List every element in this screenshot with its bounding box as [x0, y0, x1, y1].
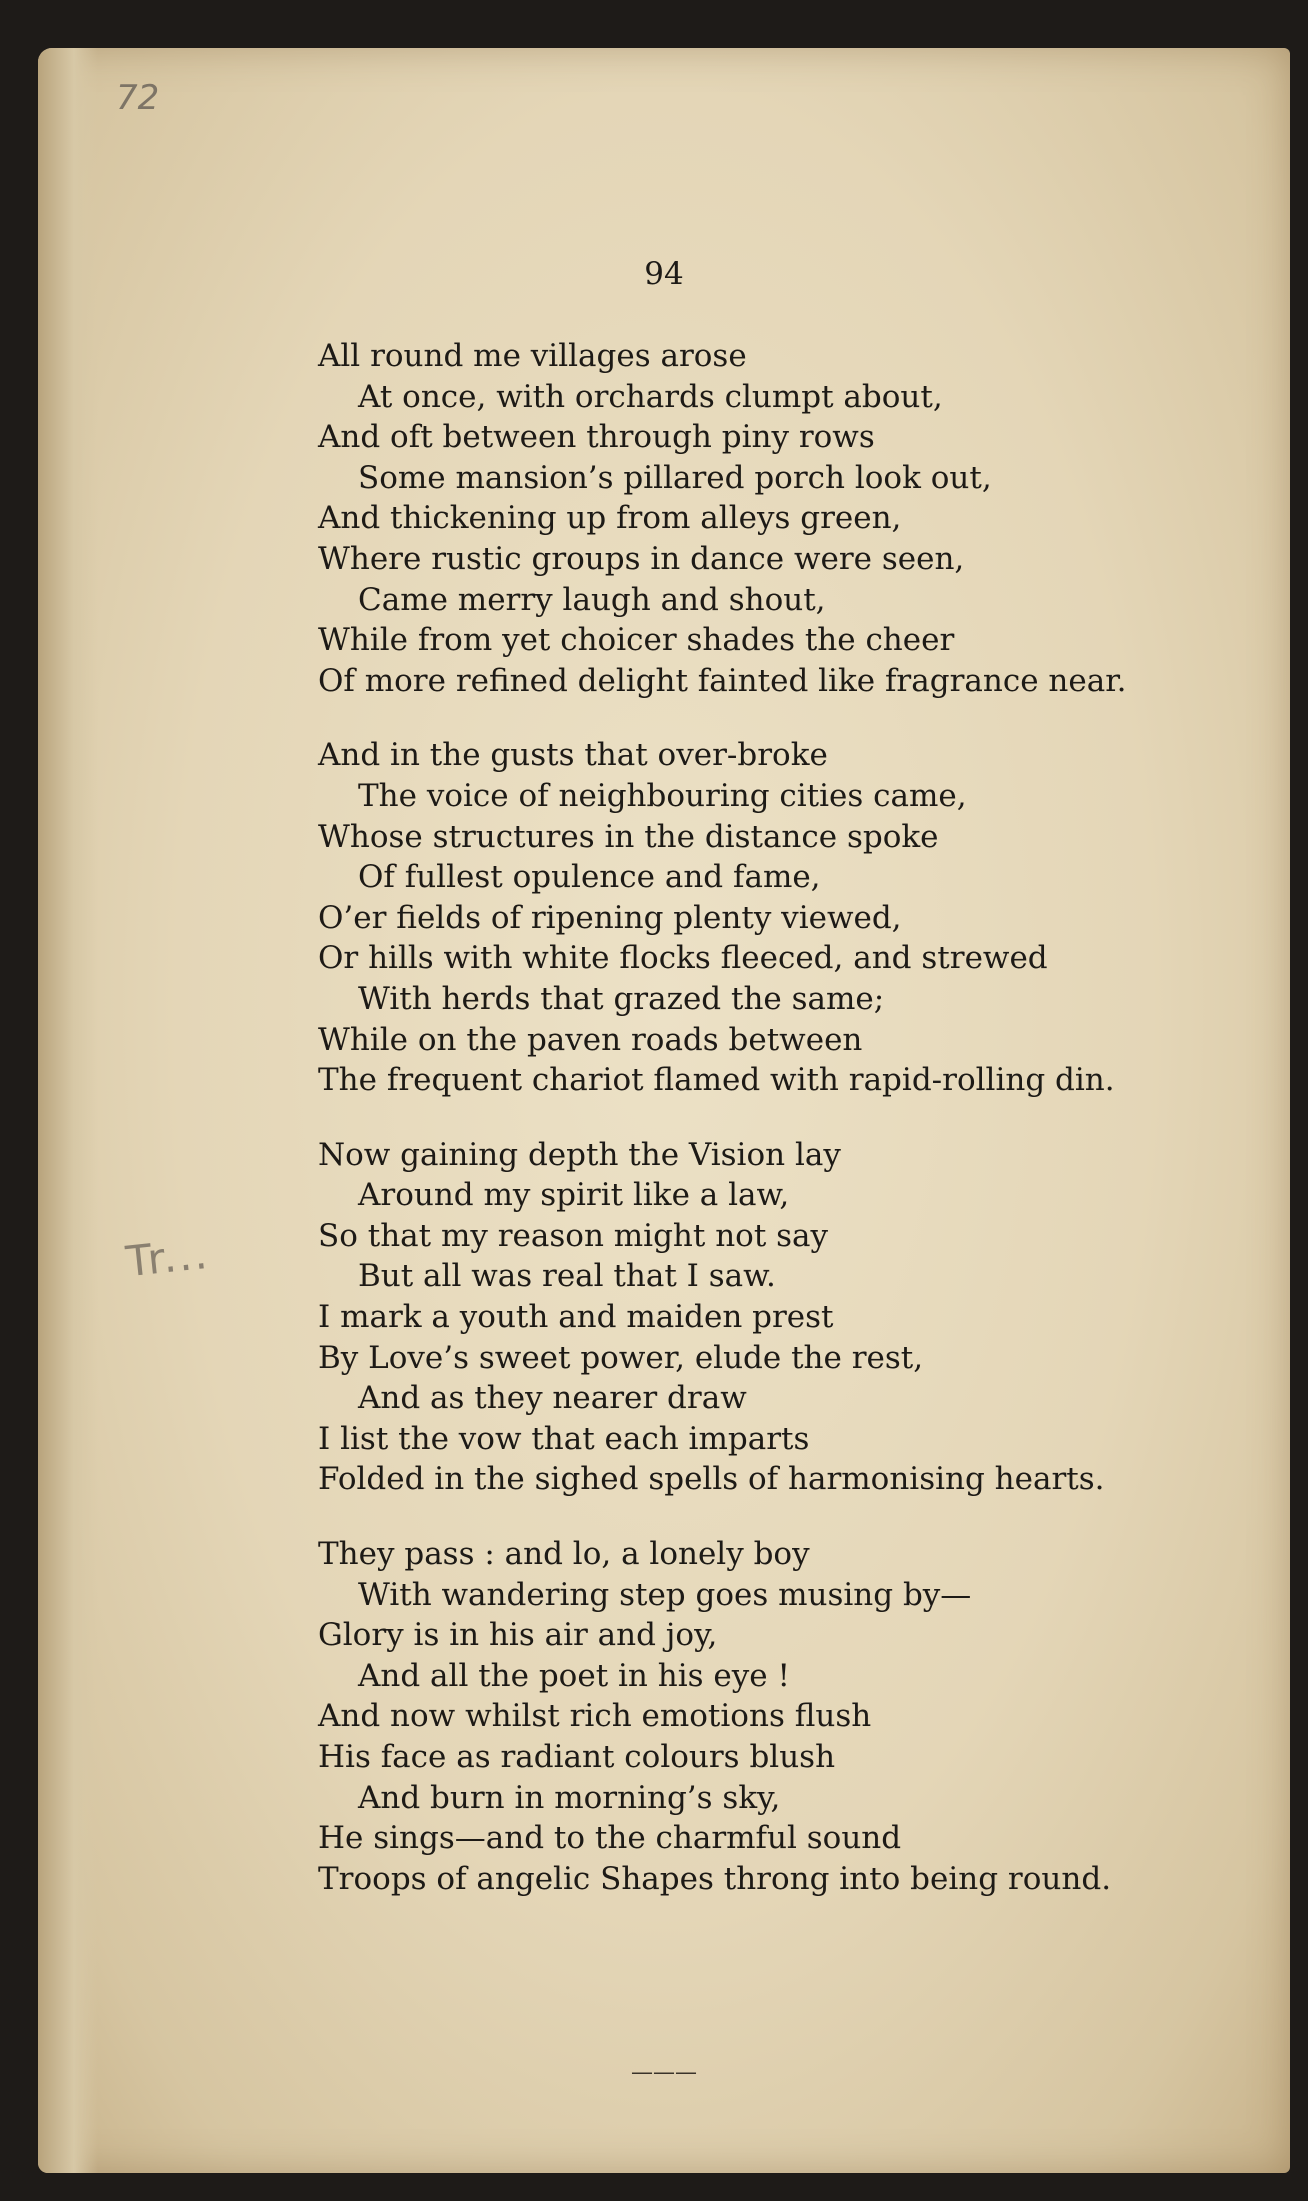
- poem-line: While from yet choicer shades the cheer: [318, 622, 955, 659]
- poem-line: I list the vow that each imparts: [318, 1420, 810, 1457]
- poem-line: I mark a youth and maiden prest: [318, 1299, 834, 1336]
- poem-line: While on the paven roads between: [318, 1021, 863, 1058]
- poem-line: By Love’s sweet power, elude the rest,: [318, 1339, 924, 1376]
- poem-line: Troops of angelic Shapes throng into being round.: [318, 1860, 1112, 1897]
- stanza: [318, 1534, 1238, 1899]
- poem-line: With herds that grazed the same;: [358, 980, 885, 1017]
- page-spine-shadow: [38, 48, 98, 2173]
- poem-line: O’er fields of ripening plenty viewed,: [318, 899, 902, 936]
- poem-line: And oft between through piny rows: [318, 419, 875, 456]
- margin-scrawl: Tr...: [123, 1228, 212, 1287]
- poem-line: Came merry laugh and shout,: [358, 581, 826, 618]
- poem-line: So that my reason might not say: [318, 1217, 829, 1254]
- poem-line: With wandering step goes musing by—: [358, 1576, 972, 1613]
- poem-line: But all was real that I saw.: [358, 1258, 776, 1295]
- poem-line: And thickening up from alleys green,: [318, 500, 902, 537]
- poem-line: Of more refined delight fainted like fragrance near.: [318, 662, 1127, 699]
- poem-line: Some mansion’s pillared porch look out,: [358, 459, 992, 496]
- poem-line: And now whilst rich emotions flush: [318, 1698, 872, 1735]
- poem-line: Of fullest opulence and fame,: [358, 859, 821, 896]
- poem-line: And all the poet in his eye !: [358, 1657, 790, 1694]
- poem-line: Glory is in his air and joy,: [318, 1617, 718, 1654]
- poem-line: And burn in morning’s sky,: [358, 1779, 781, 1816]
- page-number: 94: [644, 256, 684, 292]
- poem-line: He sings—and to the charmful sound: [318, 1820, 902, 1857]
- poem-line: Now gaining depth the Vision lay: [318, 1136, 841, 1173]
- poem-line: And as they nearer draw: [358, 1380, 747, 1417]
- poem-line: All round me villages arose: [318, 338, 747, 374]
- poem-line: At once, with orchards clumpt about,: [358, 378, 943, 415]
- poem-line: Folded in the sighed spells of harmonising hearts.: [318, 1461, 1105, 1498]
- poem-line: Around my spirit like a law,: [358, 1177, 790, 1214]
- poem-line: And in the gusts that over-broke: [318, 737, 828, 774]
- stanza: [318, 336, 1238, 701]
- stanza: [318, 1135, 1238, 1500]
- stanza: [318, 735, 1238, 1100]
- poem-line: Or hills with white flocks fleeced, and strewed: [318, 940, 1048, 977]
- poem-line: His face as radiant colours blush: [318, 1739, 836, 1775]
- pencil-annotation: 72: [116, 78, 160, 118]
- poem-line: Whose structures in the distance spoke: [318, 818, 939, 855]
- book-page: [38, 48, 1290, 2173]
- poem-line: Where rustic groups in dance were seen,: [318, 540, 965, 577]
- footer-ornament: ———: [631, 2060, 697, 2085]
- poem-line: They pass : and lo, a lonely boy: [318, 1536, 810, 1573]
- poem-line: The frequent chariot flamed with rapid-rolling din.: [318, 1062, 1115, 1099]
- poem-body: [318, 336, 1238, 1933]
- poem-line: The voice of neighbouring cities came,: [358, 777, 967, 814]
